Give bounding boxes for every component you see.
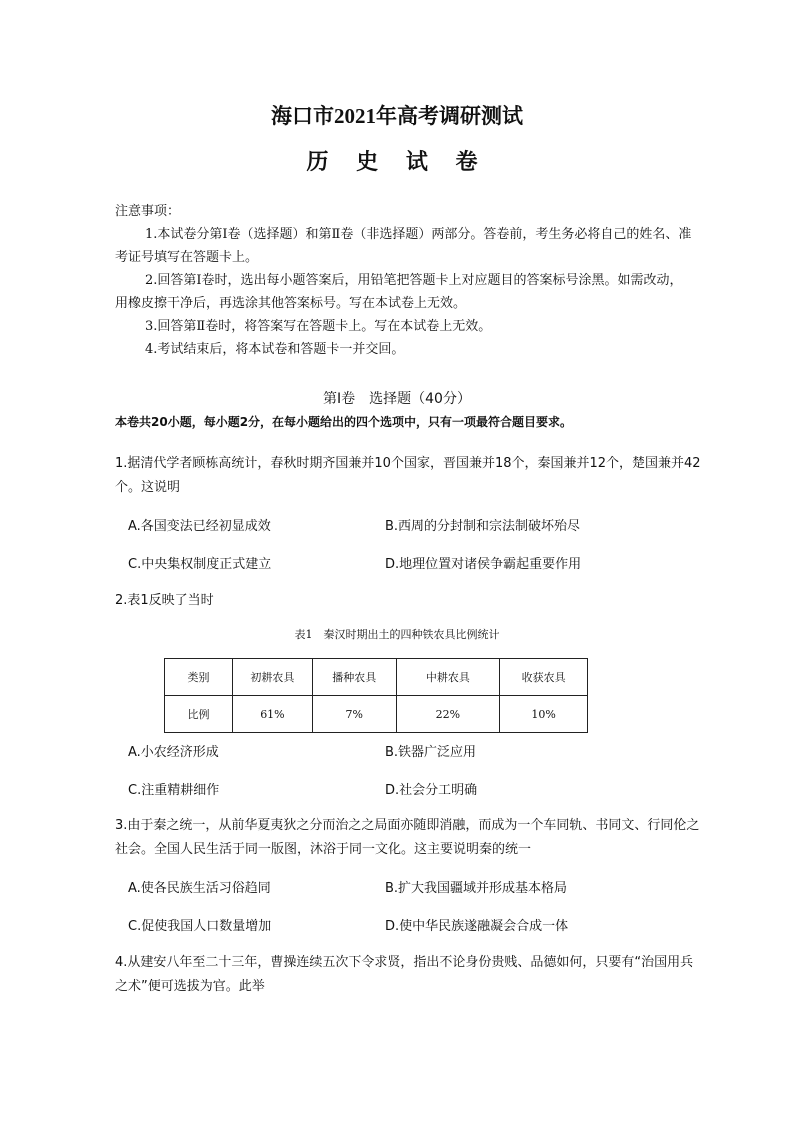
table-cell: 22% bbox=[396, 696, 500, 733]
table-cell: 10% bbox=[500, 696, 588, 733]
section-title: 第Ⅰ卷 选择题（40分） bbox=[323, 391, 471, 407]
question-1-option-c: C.中央集权制度正式建立 bbox=[128, 557, 272, 572]
notice-item: 4.考试结束后，将本试卷和答题卡一并交回。 bbox=[145, 342, 405, 357]
table-header-cell: 初耕农具 bbox=[232, 659, 312, 696]
question-1-stem: 1.据清代学者顾栋高统计，春秋时期齐国兼并10个国家，晋国兼并18个，秦国兼并12个，楚国兼并42个。这说明 bbox=[115, 456, 701, 495]
question-2-option-c: C.注重精耕细作 bbox=[128, 783, 220, 798]
table-header-cell: 类别 bbox=[165, 659, 233, 696]
notice-block bbox=[115, 200, 695, 361]
question-3-option-b: B.扩大我国疆域并形成基本格局 bbox=[385, 881, 568, 896]
notice-item: 1.本试卷分第Ⅰ卷（选择题）和第Ⅱ卷（非选择题）两部分。答卷前，考生务必将自己的姓名、准考证号填写在答题卡上。 bbox=[115, 227, 692, 265]
notice-heading: 注意事项： bbox=[115, 204, 181, 219]
table-header-cell: 收获农具 bbox=[500, 659, 588, 696]
notice-item: 3.回答第Ⅱ卷时，将答案写在答题卡上。写在本试卷上无效。 bbox=[145, 319, 492, 334]
question-1-option-b: B.西周的分封制和宗法制破坏殆尽 bbox=[385, 519, 581, 534]
data-table bbox=[164, 658, 588, 733]
question-2-option-a: A.小农经济形成 bbox=[128, 745, 219, 760]
question-4-stem: 4.从建安八年至二十三年，曹操连续五次下令求贤，指出不论身份贵贱、品德如何，只要有“治国用兵之术”便可选拔为官。此举 bbox=[115, 955, 694, 994]
table-row bbox=[165, 696, 588, 733]
question-3-option-a: A.使各民族生活习俗趋同 bbox=[128, 881, 271, 896]
question-2-stem: 2.表1反映了当时 bbox=[115, 593, 214, 608]
question-2-option-d: D.社会分工明确 bbox=[385, 783, 478, 798]
question-2-option-b: B.铁器广泛应用 bbox=[385, 745, 477, 760]
question-3-option-d: D.使中华民族遂融凝会合成一体 bbox=[385, 919, 569, 934]
table-cell: 7% bbox=[312, 696, 396, 733]
question-1-option-a: A.各国变法已经初显成效 bbox=[128, 519, 271, 534]
notice-item: 2.回答第Ⅰ卷时，选出每小题答案后，用铅笔把答题卡上对应题目的答案标号涂黑。如需改动，用橡皮擦干净后，再选涂其他答案标号。写在本试卷上无效。 bbox=[115, 273, 683, 311]
question-1-option-d: D.地理位置对诸侯争霸起重要作用 bbox=[385, 557, 582, 572]
question-3-option-c: C.促使我国人口数量增加 bbox=[128, 919, 272, 934]
question-3-stem: 3.由于秦之统一，从前华夏夷狄之分而治之之局面亦随即消融，而成为一个车同轨、书同文、行同伦之社会。全国人民生活于同一版图，沐浴于同一文化。这主要说明秦的统一 bbox=[115, 818, 700, 857]
table-cell: 61% bbox=[232, 696, 312, 733]
exam-title: 海口市2021年高考调研测试 bbox=[271, 104, 523, 128]
table-header-cell: 播种农具 bbox=[312, 659, 396, 696]
exam-subject: 历 史 试 卷 bbox=[306, 149, 488, 175]
table-cell: 比例 bbox=[165, 696, 233, 733]
table-header-row bbox=[165, 659, 588, 696]
table-caption: 表1 秦汉时期出土的四种铁农具比例统计 bbox=[294, 628, 500, 641]
table-header-cell: 中耕农具 bbox=[396, 659, 500, 696]
section-description: 本卷共20小题，每小题2分，在每小题给出的四个选项中，只有一项最符合题目要求。 bbox=[115, 415, 573, 429]
